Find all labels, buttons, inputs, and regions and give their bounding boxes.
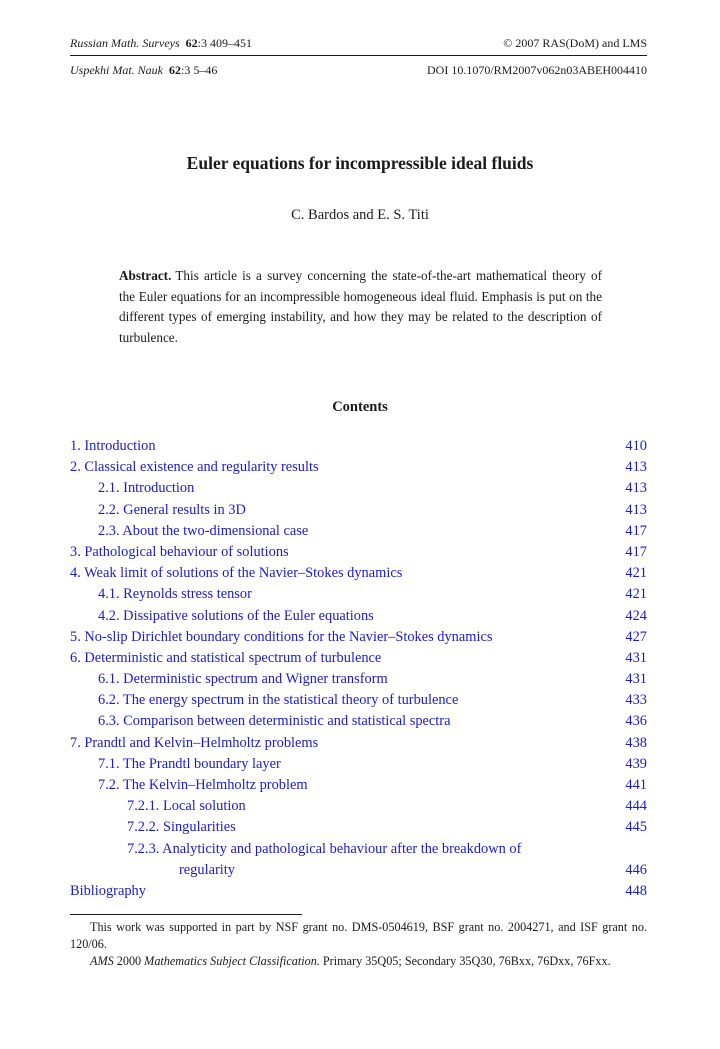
- toc-entry-title: 7.2.3. Analyticity and pathological behaviour after the breakdown of: [127, 840, 522, 857]
- toc-entry[interactable]: [70, 627, 647, 648]
- toc-entry-title: 3. Pathological behaviour of solutions: [70, 543, 289, 560]
- msc-classes: Primary 35Q05; Secondary 35Q30, 76Bxx, 76Dxx, 76Fxx.: [319, 954, 611, 968]
- toc-entry[interactable]: [70, 478, 647, 499]
- contents-heading: Contents: [332, 399, 388, 415]
- msc-year: 2000: [113, 954, 145, 968]
- toc-entry-title: Bibliography: [70, 882, 146, 899]
- toc-entry[interactable]: [70, 839, 647, 860]
- toc-entry[interactable]: [70, 690, 647, 711]
- volume-number-russian: 62: [168, 63, 181, 77]
- journal-citation-english: [70, 36, 252, 51]
- toc-entry[interactable]: [70, 796, 647, 817]
- toc-entry-title: 6. Deterministic and statistical spectrum of turbulence: [70, 649, 382, 666]
- issue-pages-russian: :3 5–46: [180, 63, 218, 77]
- toc-entry[interactable]: [70, 500, 647, 521]
- header-rule: [70, 55, 647, 56]
- issue-pages: :3 409–451: [197, 36, 252, 50]
- abstract-label: Abstract.: [119, 268, 172, 283]
- toc-entry-title: 6.1. Deterministic spectrum and Wigner transform: [98, 671, 388, 688]
- toc-entry[interactable]: [70, 457, 647, 478]
- toc-entry-page: 427: [625, 628, 647, 645]
- toc-entry[interactable]: [70, 542, 647, 563]
- toc-entry-title: 7. Prandtl and Kelvin–Helmholtz problems: [70, 734, 319, 751]
- toc-entry-page: 433: [625, 692, 647, 709]
- toc-entry-title: 4.2. Dissipative solutions of the Euler equations: [98, 607, 374, 624]
- toc-entry-title: 4. Weak limit of solutions of the Navier–Stokes dynamics: [70, 565, 403, 582]
- toc-entry-page: 413: [625, 459, 647, 476]
- toc-entry-title: 7.2.2. Singularities: [127, 819, 236, 836]
- article-authors: C. Bardos and E. S. Titi: [291, 207, 429, 223]
- toc-entry-title: 1. Introduction: [70, 438, 156, 454]
- toc-entry-continuation[interactable]: [70, 860, 647, 881]
- toc-entry[interactable]: [70, 711, 647, 732]
- toc-entry-page: 410: [625, 438, 647, 454]
- toc-entry-page: 424: [625, 607, 647, 624]
- toc-entry-page: 446: [625, 861, 647, 878]
- abstract: [119, 266, 602, 348]
- toc-entry-title: regularity: [179, 861, 235, 878]
- toc-entry-page: 438: [625, 734, 647, 751]
- toc-entry-page: 444: [625, 798, 647, 815]
- doi-link[interactable]: DOI 10.1070/RM2007v062n03ABEH004410: [426, 63, 647, 77]
- table-of-contents: [70, 436, 647, 902]
- toc-entry[interactable]: [70, 584, 647, 605]
- abstract-text: This article is a survey concerning the state-of-the-art mathematical theory of the Euler equations for an incompressible homogeneous ideal fluid. Emphasis is put on the different types of emerging instability, and how they may be related to the description of turbulence.: [119, 268, 602, 345]
- toc-entry-title: 2.1. Introduction: [98, 480, 195, 497]
- toc-entry-page: 421: [625, 565, 647, 582]
- toc-entry-page: 448: [625, 882, 647, 899]
- toc-entry[interactable]: [70, 733, 647, 754]
- volume-number: 62: [185, 36, 198, 50]
- toc-entry-title: 4.1. Reynolds stress tensor: [98, 586, 252, 603]
- toc-entry[interactable]: [70, 606, 647, 627]
- msc-footnote: [70, 953, 647, 970]
- toc-entry-title: 6.2. The energy spectrum in the statistical theory of turbulence: [98, 692, 459, 709]
- article-title: Euler equations for incompressible ideal fluids: [186, 153, 534, 173]
- toc-entry-page: 417: [625, 543, 647, 560]
- toc-entry[interactable]: [70, 669, 647, 690]
- toc-entry[interactable]: [70, 817, 647, 838]
- funding-footnote: This work was supported in part by NSF grant no. DMS-0504619, BSF grant no. 2004271, and ISF grant no. 120/06.: [70, 920, 647, 951]
- copyright-notice: © 2007 RAS(DoM) and LMS: [503, 36, 647, 50]
- toc-entry-page: 441: [625, 777, 647, 793]
- toc-entry[interactable]: [70, 563, 647, 584]
- toc-entry[interactable]: [70, 775, 647, 796]
- toc-entry-page: 431: [625, 649, 647, 666]
- toc-entry-page: 417: [625, 522, 647, 539]
- msc-label: AMS: [90, 954, 114, 968]
- toc-entry-title: 7.1. The Prandtl boundary layer: [98, 755, 281, 772]
- journal-citation-russian: [70, 63, 217, 78]
- toc-entry-bibliography[interactable]: [70, 881, 647, 902]
- toc-entry-page: 436: [625, 713, 647, 730]
- toc-entry-page: 413: [625, 501, 647, 518]
- toc-entry-title: 7.2. The Kelvin–Helmholtz problem: [98, 777, 308, 793]
- toc-entry-title: 2. Classical existence and regularity results: [70, 459, 319, 476]
- toc-entry[interactable]: [70, 521, 647, 542]
- toc-entry-page: 413: [625, 480, 647, 497]
- toc-entry-page: 439: [625, 755, 647, 772]
- toc-entry[interactable]: [70, 754, 647, 775]
- toc-entry-title: 2.3. About the two-dimensional case: [98, 522, 309, 539]
- toc-entry-title: 5. No-slip Dirichlet boundary conditions for the Navier–Stokes dynamics: [70, 628, 493, 645]
- msc-title: Mathematics Subject Classification.: [144, 954, 320, 968]
- toc-entry-title: 7.2.1. Local solution: [127, 798, 246, 815]
- toc-entry-title: 6.3. Comparison between deterministic and statistical spectra: [98, 713, 451, 730]
- toc-entry-page: 421: [625, 586, 647, 603]
- toc-entry-title: 2.2. General results in 3D: [98, 501, 246, 518]
- journal-name: Russian Math. Surveys: [70, 36, 180, 50]
- toc-entry[interactable]: [70, 436, 647, 457]
- journal-name-russian: Uspekhi Mat. Nauk: [70, 63, 163, 77]
- toc-entry-page: 445: [625, 819, 647, 836]
- footnote-rule: [70, 914, 302, 915]
- toc-entry-page: 431: [625, 671, 647, 688]
- toc-entry[interactable]: [70, 648, 647, 669]
